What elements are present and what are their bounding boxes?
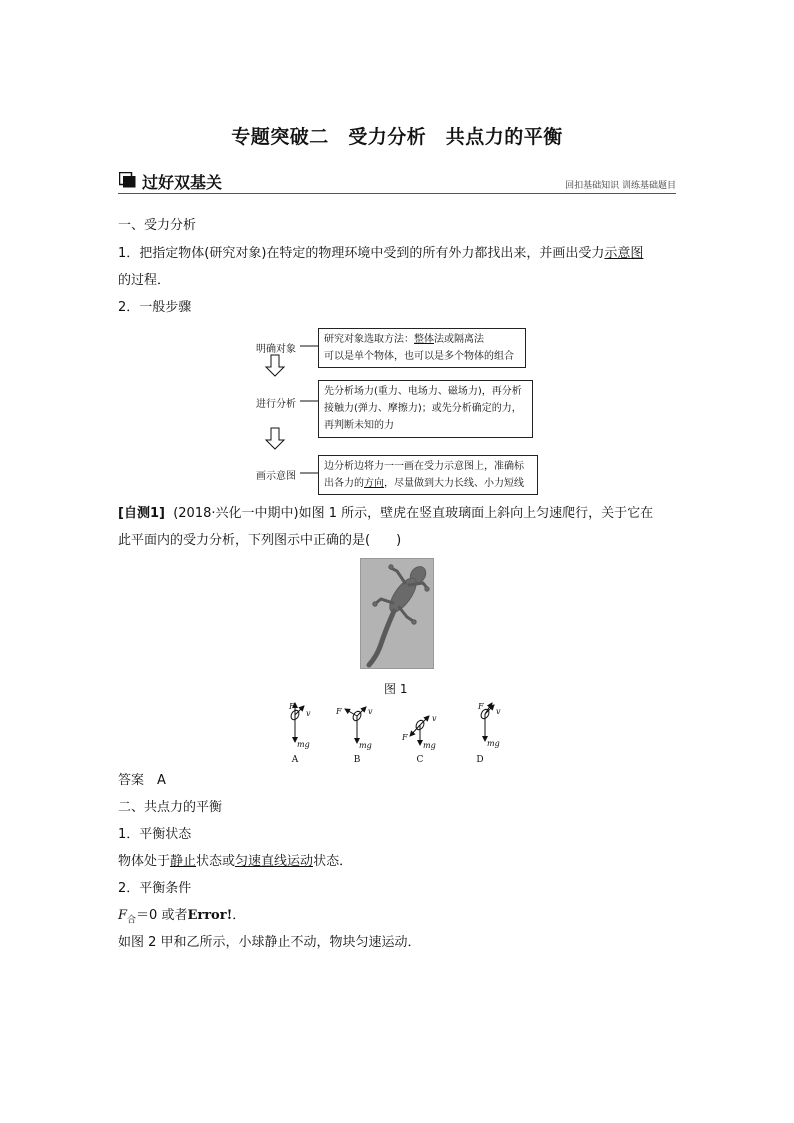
option-a-mg: mg (297, 740, 310, 749)
selftest-tag: [自测1] (118, 506, 165, 521)
box1-text: 研究对象选取方法： (324, 334, 414, 345)
part1-item2: 2．一般步骤 (118, 300, 192, 315)
box2-line2: 接触力(弹力、摩擦力)；或先分析确定的力， (324, 403, 522, 414)
flow-step-2: 进行分析 (256, 399, 296, 410)
flow-box-1 (318, 328, 526, 368)
part2-item1: 1．平衡状态 (118, 827, 192, 842)
cond-sub: 合 (127, 915, 137, 926)
down-arrow-icon (266, 428, 284, 449)
box2-line3: 再判断未知的力 (324, 420, 394, 431)
selftest-text: (2018·兴化一中期中)如图 1 所示，壁虎在竖直玻璃面上斜向上匀速爬行，关于它在 (173, 506, 654, 521)
gecko-image (361, 559, 433, 668)
selftest-line2: 此平面内的受力分析，下列图示中正确的是( ) (118, 533, 402, 548)
part2-example: 如图 2 甲和乙所示，小球静止不动，物块匀速运动． (118, 935, 421, 950)
option-d-v: v (496, 707, 501, 716)
cond-text: ＝0 或者 (136, 908, 188, 923)
box3-line1: 边分析边将力一一画在受力示意图上，准确标 (324, 461, 524, 472)
flow-step-1: 明确对象 (256, 344, 296, 355)
state-text-mid: 状态或 (196, 854, 236, 869)
option-a-label: A (291, 755, 299, 765)
flow-connectors (256, 330, 326, 495)
option-b-v: v (368, 707, 373, 716)
cond-end: ． (232, 908, 246, 923)
figure1-caption: 图 1 (384, 682, 408, 696)
option-diagrams (270, 700, 510, 766)
selftest-line1 (118, 504, 653, 524)
option-c-f: F (402, 733, 408, 742)
down-arrow-icon (266, 355, 284, 376)
state-underlined-1: 静止 (170, 854, 197, 869)
part2-state (118, 852, 352, 872)
option-b-f: F (336, 707, 342, 716)
box1-underlined: 整体 (414, 334, 434, 345)
option-a-diagram (288, 702, 311, 749)
flow-box-2 (318, 380, 533, 438)
option-c-v: v (432, 714, 437, 723)
option-c-diagram (401, 714, 437, 750)
option-b-diagram (335, 707, 373, 750)
box3-underlined: 方向 (364, 478, 384, 489)
box1-text-post: 法或隔离法 (434, 334, 484, 345)
flow-box-3 (318, 455, 538, 495)
option-c-label: C (416, 755, 424, 765)
section-note: 回扣基础知识 训练基础题目 (565, 181, 676, 191)
state-underlined-2: 匀速直线运动 (235, 854, 314, 869)
item1-underlined-term: 示意图 (604, 246, 644, 261)
option-a-v: v (306, 709, 311, 718)
option-d-f: F (478, 702, 484, 711)
section-title: 过好双基关 (142, 173, 223, 192)
part2-heading: 二、共点力的平衡 (118, 800, 223, 815)
item1-text: 1．把指定物体(研究对象)在特定的物理环境中受到的所有外力都找出来，并画出受力 (118, 246, 605, 261)
flow-step-3: 画示意图 (256, 471, 296, 482)
option-b-mg: mg (359, 741, 372, 750)
section-divider (118, 193, 676, 194)
part2-condition (118, 906, 245, 931)
option-a-f: F (289, 702, 295, 711)
option-d-mg: mg (487, 739, 500, 748)
option-d-diagram (477, 702, 501, 748)
answer: 答案 A (118, 773, 166, 788)
box2-line1: 先分析场力(重力、电场力、磁场力)，再分析 (324, 386, 522, 397)
state-text: 物体处于 (118, 854, 171, 869)
state-text-post: 状态． (313, 854, 353, 869)
part2-item2: 2．平衡条件 (118, 881, 192, 896)
section-square-icon (119, 172, 136, 188)
option-c-mg: mg (423, 741, 436, 750)
box3-text-post: ，尽量做到大力长线、小力短线 (384, 478, 524, 489)
part1-heading: 一、受力分析 (118, 218, 197, 233)
option-d-label: D (476, 755, 484, 765)
box3-text: 出各力的 (324, 478, 364, 489)
gecko-photo (360, 558, 434, 669)
part1-item1-line2: 的过程． (118, 273, 171, 288)
option-b-label: B (353, 755, 361, 765)
cond-error: Error! (187, 908, 233, 923)
part1-item1-line1 (118, 244, 643, 264)
page-title: 专题突破二 受力分析 共点力的平衡 (231, 126, 563, 148)
cond-f: F (118, 908, 128, 923)
box1-line2: 可以是单个物体，也可以是多个物体的组合 (324, 351, 514, 362)
